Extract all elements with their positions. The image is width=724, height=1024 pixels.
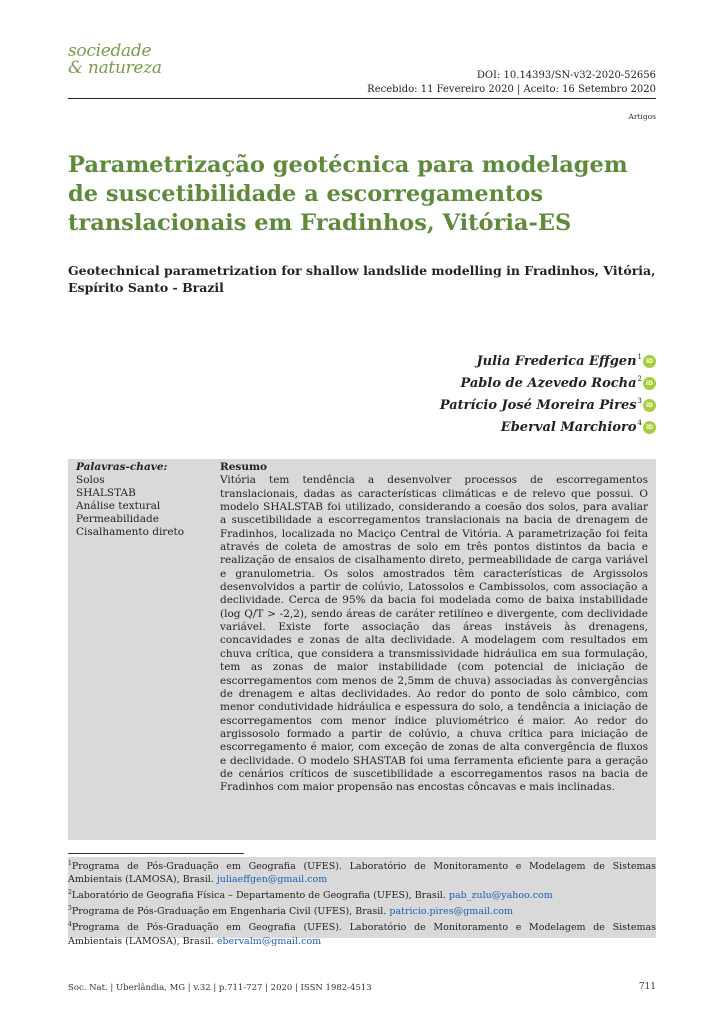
- orcid-icon[interactable]: iD: [643, 421, 656, 434]
- footnote-text: Programa de Pós-Graduação em Geografia (UFES). Laboratório de Monitoramento e Modelagem de Sistemas Ambientais (LAMOSA), Brasil.: [68, 922, 656, 947]
- footnote-text: Laboratório de Geografia Física – Departamento de Geografia (UFES), Brasil.: [71, 890, 449, 902]
- keyword-item: Análise textural: [76, 500, 161, 512]
- email-link[interactable]: pab_zulu@yahoo.com: [448, 890, 553, 902]
- author-list: [440, 350, 656, 438]
- author-affiliation-mark: 2: [637, 375, 642, 383]
- footnote-mark: 4: [68, 921, 72, 929]
- keyword-item: Solos: [76, 474, 105, 486]
- section-label: Artigos: [628, 112, 656, 121]
- affiliation-footnotes: [68, 857, 656, 947]
- author-2: [440, 372, 656, 394]
- author-3: [440, 394, 656, 416]
- keyword-item: Permeabilidade: [76, 513, 159, 525]
- keyword-item: SHALSTAB: [76, 487, 136, 499]
- orcid-icon[interactable]: iD: [643, 377, 656, 390]
- abstract-text: Vitória tem tendência a desenvolver processos de escorregamentos translacionais, dadas as características climáticas e de relevo que possui. O modelo SHALSTAB foi utilizado, considerando a coesão dos solos, para avaliar a suscetibilidade a escorregamentos translacionais na bacia de drenagem de Fradinhos, localizada no Maciço Central de Vitória. A parametrização foi feita através de coleta de amostras de solo em três pontos distintos da bacia e realização de ensaios de cisalhamento direto, permeabilidade de carga variável e granulometria. Os solos amostrados têm características de Argissolos desenvolvidos a partir de colúvio, Latossolos e Cambissolos, com associação a declividade. Cerca de 95% da bacia foi modelada como de baixa instabilidade (log Q/T > -2,2), sendo áreas de caráter retilíneo e divergente, com declividade variável. Existe forte associação das áreas instáveis às drenagens, concavidades e zonas de alta declividade. A modelagem com resultados em chuva crítica, que considera a transmissividade hidráulica em sua formulação, tem as zonas de maior instabilidade (com potencial de iniciação de escorregamentos com menos de 2,5mm de chuva) associadas às convergências de drenagem e altas declividades. Ao redor do ponto de solo câmbico, com menor condutividade hidráulica e espessura do solo, a tendência a iniciação de escorregamentos com menor índice pluviométrico é maior. Ao redor do argissosolo formado a partir de colúvio, a chuva crítica para iniciação de escorregamento é maior, com exceção de zonas de alta convergência de fluxos e declividade. O modelo SHASTAB foi uma ferramenta eficiente para a geração de cenários críticos de suscetibilidade a escorregamentos rasos na bacia de Fradinhos com maior propensão nas encostas côncavas e mais inclinadas.: [220, 474, 648, 794]
- article-title: Parametrização geotécnica para modelagem de suscetibilidade a escorregamentos translacionais em Fradinhos, Vitória-ES: [68, 152, 628, 236]
- footnote-text: Programa de Pós-Graduação em Engenharia Civil (UFES), Brasil.: [71, 906, 390, 918]
- author-name: Julia Frederica Effgen: [476, 353, 637, 369]
- header-divider: [68, 98, 656, 99]
- footnote-mark: 3: [68, 905, 72, 913]
- footnote-4: [68, 918, 656, 947]
- footnote-mark: 2: [68, 889, 72, 897]
- article-subtitle: Geotechnical parametrization for shallow landslide modelling in Fradinhos, Vitória, Espírito Santo - Brazil: [68, 263, 656, 295]
- abstract-title: Resumo: [220, 461, 268, 473]
- keywords-title: Palavras-chave:: [76, 461, 168, 473]
- author-affiliation-mark: 1: [637, 353, 642, 361]
- footnote-1: [68, 857, 656, 886]
- footnote-2: [68, 886, 656, 902]
- orcid-icon[interactable]: iD: [643, 399, 656, 412]
- logo-line-2: & natureza: [68, 58, 162, 78]
- author-1: [440, 350, 656, 372]
- doi-text[interactable]: DOI: 10.14393/SN-v32-2020-52656: [476, 70, 656, 81]
- received-accepted-dates: Recebido: 11 Fevereiro 2020 | Aceito: 16 Setembro 2020: [367, 84, 656, 95]
- footer-citation: Soc. Nat. | Uberlândia, MG | v.32 | p.711-727 | 2020 | ISSN 1982-4513: [68, 983, 372, 993]
- author-affiliation-mark: 4: [637, 419, 642, 427]
- doi-block: [367, 69, 656, 97]
- author-affiliation-mark: 3: [637, 397, 642, 405]
- author-name: Patrício José Moreira Pires: [439, 397, 637, 413]
- email-link[interactable]: patricio.pires@gmail.com: [389, 906, 514, 918]
- footnote-3: [68, 902, 656, 918]
- page-number: 711: [638, 982, 656, 992]
- author-name: Pablo de Azevedo Rocha: [460, 375, 637, 391]
- email-link[interactable]: ebervalm@gmail.com: [216, 935, 322, 947]
- author-4: [440, 416, 656, 438]
- footnote-mark: 1: [68, 860, 72, 867]
- footnote-text: Programa de Pós-Graduação em Geografia (UFES). Laboratório de Monitoramento e Modelagem de Sistemas Ambientais (LAMOSA), Brasil.: [68, 861, 656, 886]
- footnote-divider: [68, 853, 244, 854]
- abstract-column: [220, 461, 648, 795]
- author-name: Eberval Marchioro: [500, 419, 637, 435]
- orcid-icon[interactable]: iD: [643, 355, 656, 368]
- keyword-item: Cisalhamento direto: [76, 526, 185, 538]
- abstract-box: [68, 459, 656, 840]
- keywords-column: [76, 461, 216, 539]
- email-link[interactable]: juliaeffgen@gmail.com: [216, 874, 328, 886]
- logo-line-1: sociedade: [68, 41, 152, 61]
- journal-logo: [68, 43, 162, 77]
